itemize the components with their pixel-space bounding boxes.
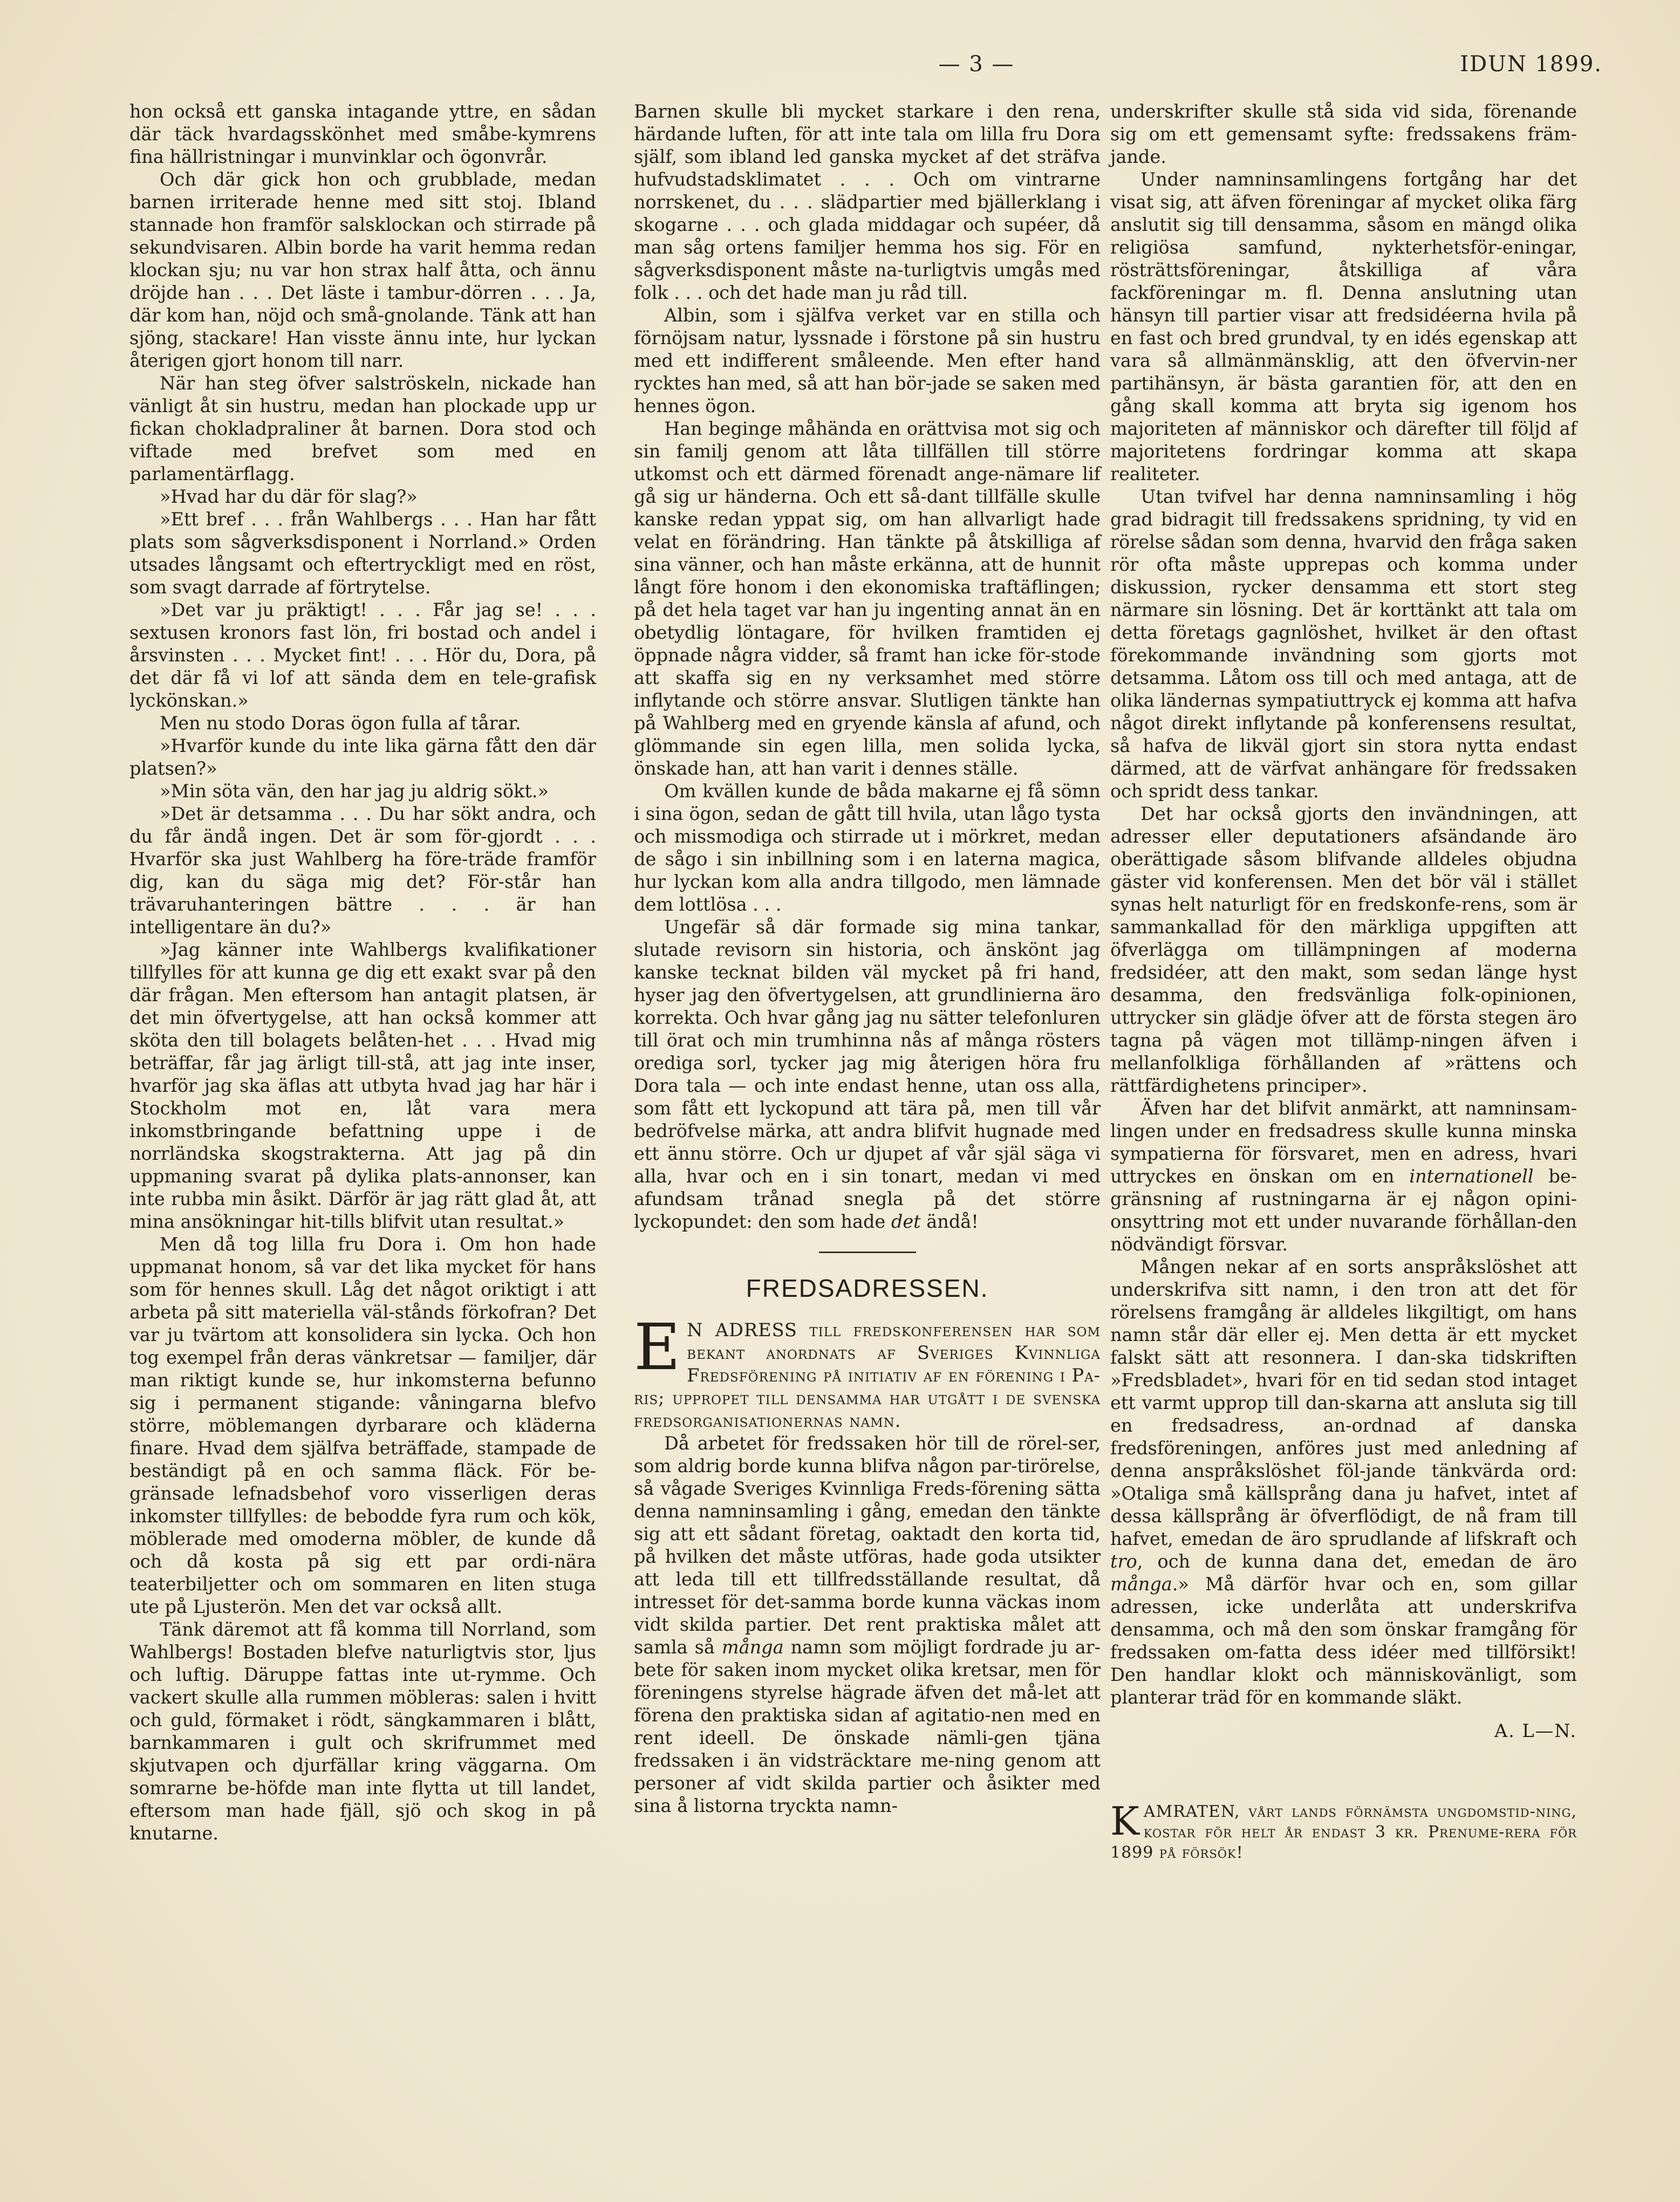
paragraph-text: namn som möjligt fordrade ju ar-bete för saken inom mycket olika kretsar, men för föreningens styrelse hägrade äfven det må-let att förena den praktiska sidan af agitatio-nen med en rent ideell. De önskade nämli-gen tjäna fredssaken i än vidsträcktare me-ning genom att personer af vidt skilda partier och åsikter med sina å listorna tryckta namn- [634, 1637, 1101, 1816]
paragraph: »Hvad har du där för slag?» [160, 486, 418, 507]
paragraph: Det har också gjorts den invändningen, att adresser eller deputationers afsändande äro oberättigade såsom blifvande alldeles objudna gäster vid konferensen. Men det bör väl i stället synas helt naturligt för en fredskonfe-rens, som är sammankallad för den märkliga uppgiften att öfverlägga om tillämpningen af moderna fredsidéer, att den makt, som sedan länge hyst desamma, den fredsvänliga folk-opinionen, uttrycker sin glädje öfver att de första stegen äro tagna på vägen mot tillämp-ningen äfven i mellanfolkliga förhållanden af »rättens och rättfärdighetens principer». [1110, 803, 1577, 1096]
signature: A. L—N. [1494, 1720, 1577, 1741]
column-3 [1110, 100, 1577, 1863]
column-1 [129, 100, 596, 1845]
paragraph: underskrifter skulle stå sida vid sida, förenande sig om ett gemensamt syfte: fredssakens främ-jande. [1110, 101, 1577, 167]
paragraph-text: Äfven har det blifvit anmärkt, att namninsam-lingen under en fredsadress skulle kunna minska sympatierna för försvaret, men en adress, hvari uttryckes en önskan om en [1110, 1098, 1577, 1187]
paragraph: »Jag känner inte Wahlbergs kvalifikationer tillfylles för att kunna ge dig ett exakt svar på den där frågan. Men eftersom han antagit platsen, är det min öfvertygelse, att han också kommer att sköta den till bolagets belåten-het . . . Hvad mig beträffar, får jag ärligt till-stå, att jag inte inser, hvarför jag ska äflas att utbyta hvad jag har här i Stockholm mot en, låt vara mera inkomstbringande befattning uppe i de norrländska skogstrakterna. Att jag på din uppmaning svarat på dylika plats-annonser, kan inte rubba min åsikt. Därför är jag rätt glad åt, att mina ansökningar hit-tills blifvit utan resultat.» [129, 939, 596, 1232]
paragraph: Men nu stodo Doras ögon fulla af tårar. [160, 713, 521, 734]
paragraph-text: , och de kunna dana det, emedan de äro [1137, 1551, 1577, 1572]
paragraph: Albin, som i själfva verket var en stilla och förnöjsam natur, lyssnade i förstone på sin hustru med ett indifferent småleende. Men efter hand rycktes han med, så att han bör-jade se saken med hennes ögon. [634, 305, 1101, 416]
paragraph: Barnen skulle bli mycket starkare i den rena, härdande luften, för att inte tala om lilla fru Dora själf, som ibland led ganska mycket af det sträfva hufvudstadsklimatet . . . Och om vintrarne norrskenet, du . . . slädpartier med bjällerklang i skogarne . . . och glada middagar och supéer, då man såg ortens familjer hemma hos sig. För en sågverksdisponent måste na-turligtvis umgås med folk . . . och det hade man ju råd till. [634, 101, 1101, 303]
paragraph-text: AMRATEN, vårt lands förnämsta ungdomstid-ning, kostar för helt år endast 3 kr. Prenume-rera för 1899 på försök! [1110, 1802, 1577, 1862]
paragraph-text: ändå! [926, 1211, 979, 1232]
column-2 [634, 100, 1101, 1817]
page-number: — 3 — [938, 52, 1015, 77]
emphasis: internationell [1409, 1166, 1534, 1187]
emphasis: många [721, 1637, 784, 1658]
paragraph: Under namninsamlingens fortgång har det visat sig, att äfven föreningar af mycket olika färg anslutit sig till densamma, såsom en mängd olika religiösa samfund, nykterhetsför-eningar, rösträttsföreningar, åtskilliga af våra fackföreningar m. fl. Denna anslutning utan hänsyn till partier visar att fredsidéerna hvila på en fast och bred grundval, ty en idés egenskap att vara så allmänmänsklig, att den öfvervin-ner partihänsyn, är bästa garantien för, att den en gång skall komma att bryta sig igenom hos majoriteten af människor och därefter till följd af majoritetens fordringar komma att skapa realiteter. [1110, 169, 1577, 484]
paragraph: Utan tvifvel har denna namninsamling i hög grad bidragit till fredssakens spridning, ty vid en rörelse sådan som denna, hvarvid den fråga saken rör ofta måste upprepas och komma under diskussion, rycker densamma ett stort steg närmare sin lösning. Det är korttänkt att tala om detta företags gagnlöshet, hvilket är den oftast förekommande invändning som gjorts mot detsamma. Låtom oss till och med antaga, att de olika ländernas sympatiuttryck ej komma att hafva något direkt inflytande på konferensens resultat, så hafva de likväl gjort sin stora nytta endast därmed, att de värfvat anhängare för fredssaken och spridt dess tankar. [1110, 486, 1577, 802]
paragraph-text: Mången nekar af en sorts anspråkslöshet att underskrifva sitt namn, i den tron att det för rörelsens framgång är alldeles likgiltigt, om hans namn står där eller ej. Men detta är ett mycket falskt sätt att resonnera. I dan-ska tidskriften »Fredsbladet», hvari för en tid sedan stod intaget ett varmt upprop till dan-skarna att ansluta sig till en fredsadress, an-ordnad af danska fredsföreningen, anföres just med anledning af denna anspråkslöshet föl-jande tänkvärda ord: »Otaliga små källsprång dana ju hafvet, intet af dessa källsprång är öfverflödigt, de nå fram till hafvet, emedan de äro sprudlande af lifskraft och [1110, 1256, 1577, 1549]
paragraph: Men då tog lilla fru Dora i. Om hon hade uppmanat honom, så var det lika mycket för hans som för hennes skull. Låg det något oriktigt i att arbeta på sitt materiella väl-stånds förkofran? Det var ju tvärtom att konsolidera sin lycka. Och hon tog exempel från deras vänkretsar — familjer, där man riktigt kunde se, hur inkomsterna befunno sig i permanent stigande: våningarna blefvo större, möblemangen dyrbarare och kläderna finare. Hvad dem själfva beträffade, stampade de beständigt på en och samma fläck. För be-gränsade lefnadsbehof voro visserligen deras inkomster tillfylles: de bebodde fyra rum och kök, möblerade med omoderna möbler, de kunde då och då kosta på sig ett par ordi-nära teaterbiljetter och om sommaren en liten stuga ute på Ljusterön. Men det var också allt. [129, 1234, 596, 1617]
paragraph-text: Då arbetet för fredssaken hör till de rörel-ser, som aldrig borde kunna blifva någon par-tirörelse, så vågade Sveriges Kvinnliga Freds-förening sätta denna namninsamling i gång, emedan den tänkte sig att ett sådant företag, oaktadt den korta tid, på hvilken det måste utföras, hade goda utsikter att leda till ett tillfredsställande resultat, då intresset för det-samma borde kunna väckas inom vidt skilda partier. Det rent praktiska målet att samla så [634, 1433, 1101, 1658]
paragraph: »Ett bref . . . från Wahlbergs . . . Han har fått plats som sågverksdisponent i Norrland.» Orden utsades långsamt och eftertryckligt med en röst, som svagt darrade af förtrytelse. [129, 509, 596, 598]
paragraph: »Min söta vän, den har jag ju aldrig sökt.» [160, 781, 549, 802]
drop-cap: E [634, 1310, 681, 1384]
paragraph: Tänk däremot att få komma till Norrland, som Wahlbergs! Bostaden blefve naturligtvis stor, ljus och luftig. Däruppe fattas inte ut-rymme. Och vackert skulle alla rummen möbleras: salen i hvitt och guld, förmaket i rödt, sängkammaren i blått, barnkammaren i gult och skrifrummet med skjutvapen och djurfällar kring väggarna. Om somrarne be-höfde man inte flytta ut till landet, eftersom man hade fjäll, sjö och skog in på knutarne. [129, 1619, 596, 1844]
paragraph: Om kvällen kunde de båda makarne ej få sömn i sina ögon, sedan de gått till hvila, utan lågo tysta och missmodiga och stirrade ut i mörkret, medan de sågo i sin inbillning som i en laterna magica, hur lyckan kom alla andra tillgodo, men lämnade dem lottlösa . . . [634, 781, 1101, 915]
paragraph [1110, 1256, 1577, 1709]
paragraph-text: N ADRESS till fredskonferensen har som bekant anordnats af Sveriges Kvinnliga Fredsförening på initiativ af en förening i Pa-ris; uppropet till densamma har utgått i de svenska fredsorganisationernas namn. [634, 1319, 1101, 1431]
journal-title: IDUN 1899. [1460, 52, 1602, 77]
section-title: FREDSADRESSEN. [746, 1274, 989, 1302]
paragraph [1110, 1798, 1577, 1863]
paragraph [634, 916, 1101, 1233]
paragraph: »Det var ju präktigt! . . . Får jag se! . . . sextusen kronors fast lön, fri bostad och andel i årsvinsten . . . Mycket fint! . . . Hör du, Dora, på det där få vi lof att sända dem en tele-grafisk lyckönskan.» [129, 599, 596, 711]
advertisement-notice [1110, 1798, 1577, 1863]
drop-cap: K [1110, 1798, 1139, 1844]
paragraph-text: .» Må därför hvar och en, som gillar adressen, icke underlåta att underskrifva densamma, och må den som önskar framgång för fredssaken om-fatta dess idéer med tillförsikt! Den handlar klokt och människovänligt, som planterar träd för en kommande släkt. [1110, 1574, 1577, 1708]
paragraph-text: Ungefär så där formade sig mina tankar, slutade revisorn sin historia, och änskönt jag kanske tecknat bilden väl mycket på fri hand, hyser jag den öfvertygelsen, att grundlinierna äro korrekta. Och hvar gång jag nu sätter telefonluren till örat och min trumhinna nås af många rösters orediga sorl, tycker jag mig återigen höra fru Dora tala — och inte endast henne, utan oss alla, som fått ett lyckopund att tära på, men till vår bedröfvelse märka, att andra blifvit hugnade med ett ännu större. Och ur djupet af vår själ säga vi alla, hvar och en i sin tonart, medan vi med afundsam trånad snegla på det större lyckopundet: den som hade [634, 917, 1101, 1232]
section-divider [819, 1252, 916, 1253]
emphasis: tro [1110, 1551, 1137, 1572]
paragraph: »Det är detsamma . . . Du har sökt andra, och du får ändå ingen. Det är som för-gjordt . . . Hvarför ska just Wahlberg ha före-träde framför dig, kan du säga mig det? För-står han trävaruhanteringen bättre . . . är han intelligentare än du?» [129, 803, 596, 938]
paragraph [634, 1310, 1101, 1432]
paragraph: När han steg öfver salströskeln, nickade han vänligt åt sin hustru, medan han plockade upp ur fickan chokladpraliner åt barnen. Dora stod och viftade med brefvet som med en parlamentärflagg. [129, 373, 596, 484]
paragraph [634, 1432, 1101, 1817]
emphasis: det [891, 1211, 921, 1232]
paragraph: Han beginge måhända en orättvisa mot sig och sin familj genom att låta tillfällen till större utkomst och ett därmed förenadt ange-nämare lif gå sig ur händerna. Och ett så-dant tillfälle skulle kanske redan yppat sig, om han allvarligt hade velat en förändring. Han tänkte på åtskilliga af sina vänner, och han måste erkänna, att de hunnit långt före honom i den ekonomiska traftäflingen; på det hela taget var han ju ingenting annat än en obetydlig löntagare, för hvilken framtiden ej öppnade några vidder, så framt han icke för-stode att skaffa sig en ny verksamhet med större inflytande och större ansvar. Slutligen tänkte han på Wahlberg med en gryende känsla af afund, och glömmande sin egen lilla, men solida lycka, önskade han, att han varit i dennes ställe. [634, 418, 1101, 779]
paragraph-text: be-gränsning af rustningarna är ej någon opini-onsyttring mot ett under nuvarande förhållan-den nödvändigt försvar. [1110, 1166, 1577, 1255]
page-header [124, 52, 1602, 86]
emphasis: många [1110, 1574, 1172, 1595]
paragraph [1110, 1097, 1577, 1256]
paragraph: Och där gick hon och grubblade, medan barnen irriterade henne med sitt stoj. Ibland stannade hon framför salsklockan och stirrade på sekundvisaren. Albin borde ha varit hemma redan klockan sju; nu var hon strax half åtta, och ännu dröjde han . . . Det läste i tambur-dörren . . . Ja, där kom han, nöjd och små-gnolande. Tänk att han sjöng, stackare! Han visste ännu inte, hur lyckan återigen gjort honom till narr. [129, 169, 596, 371]
paragraph: »Hvarför kunde du inte lika gärna fått den där platsen?» [129, 735, 596, 779]
paragraph: hon också ett ganska intagande yttre, en sådan där täck hvardagsskönhet med småbe-kymrens fina hällristningar i munvinklar och ögonvrår. [129, 101, 596, 167]
